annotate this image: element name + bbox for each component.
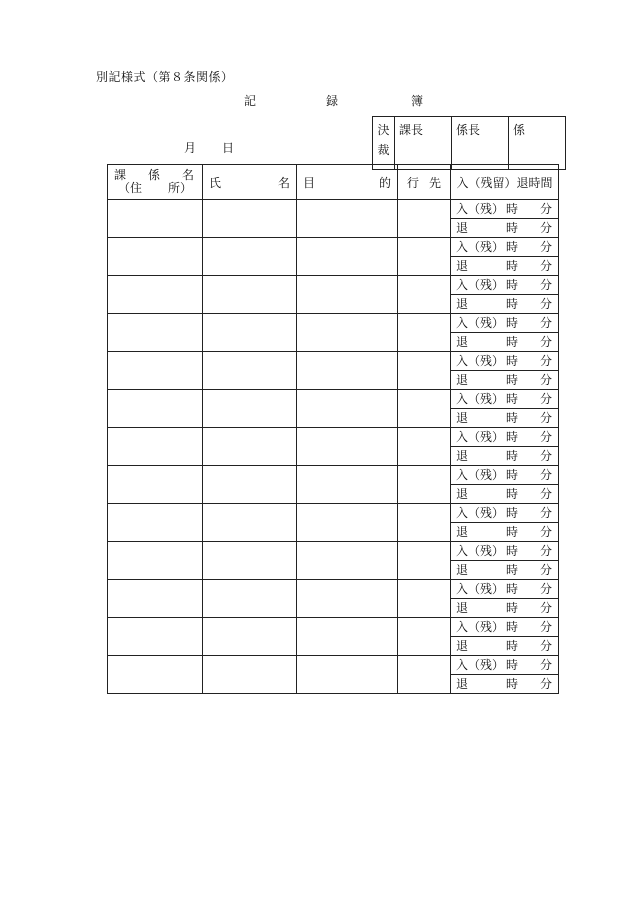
time-in-cell[interactable] — [451, 200, 559, 219]
hour-label: 時 — [505, 240, 518, 254]
time-in-label: 入（残） — [456, 430, 505, 444]
minute-label: 分 — [539, 335, 552, 349]
time-out-cell[interactable] — [451, 295, 559, 314]
minute-label: 分 — [539, 601, 552, 615]
time-out-cell[interactable] — [451, 485, 559, 504]
time-in-label: 入（残） — [456, 240, 505, 254]
header-name — [203, 165, 297, 200]
hour-label: 時 — [505, 335, 518, 349]
record-body — [108, 200, 559, 694]
name-cell[interactable] — [203, 618, 297, 656]
destination-cell[interactable] — [398, 428, 451, 466]
time-in-label: 入（残） — [456, 354, 505, 368]
hour-label: 時 — [505, 582, 518, 596]
minute-label: 分 — [539, 506, 552, 520]
time-out-cell[interactable] — [451, 637, 559, 656]
hour-label: 時 — [505, 639, 518, 653]
purpose-cell[interactable] — [297, 618, 398, 656]
time-out-label: 退 — [456, 563, 469, 577]
hour-label: 時 — [505, 392, 518, 406]
time-in-cell[interactable] — [451, 580, 559, 599]
dept-address-cell[interactable] — [108, 390, 203, 428]
time-out-cell[interactable] — [451, 219, 559, 238]
hour-label: 時 — [505, 601, 518, 615]
header-destination-1: 行 — [407, 175, 420, 190]
time-out-cell[interactable] — [451, 599, 559, 618]
time-out-label: 退 — [456, 525, 469, 539]
time-in-cell[interactable] — [451, 238, 559, 257]
minute-label: 分 — [539, 582, 552, 596]
header-purpose — [297, 165, 398, 200]
time-out-label: 退 — [456, 449, 469, 463]
minute-label: 分 — [539, 354, 552, 368]
record-row — [108, 238, 559, 257]
purpose-cell[interactable] — [297, 466, 398, 504]
time-out-label: 退 — [456, 639, 469, 653]
minute-label: 分 — [539, 620, 552, 634]
minute-label: 分 — [539, 297, 552, 311]
time-in-cell[interactable] — [451, 504, 559, 523]
minute-label: 分 — [539, 278, 552, 292]
hour-label: 時 — [505, 278, 518, 292]
dept-address-cell[interactable] — [108, 238, 203, 276]
name-cell[interactable] — [203, 542, 297, 580]
dept-address-cell[interactable] — [108, 504, 203, 542]
header-address-open: （住 — [118, 181, 143, 195]
destination-cell[interactable] — [398, 238, 451, 276]
purpose-cell[interactable] — [297, 504, 398, 542]
name-cell[interactable] — [203, 314, 297, 352]
time-in-label: 入（残） — [456, 392, 505, 406]
time-out-label: 退 — [456, 297, 469, 311]
header-dept — [108, 165, 203, 200]
header-row — [108, 165, 559, 200]
minute-label: 分 — [539, 411, 552, 425]
purpose-cell[interactable] — [297, 200, 398, 238]
time-in-cell[interactable] — [451, 428, 559, 447]
name-cell[interactable] — [203, 276, 297, 314]
hour-label: 時 — [505, 221, 518, 235]
destination-cell[interactable] — [398, 200, 451, 238]
time-in-cell[interactable] — [451, 542, 559, 561]
record-row — [108, 276, 559, 295]
minute-label: 分 — [539, 259, 552, 273]
destination-cell[interactable] — [398, 352, 451, 390]
time-in-cell[interactable] — [451, 276, 559, 295]
destination-cell[interactable] — [398, 390, 451, 428]
header-destination — [398, 165, 451, 200]
header-name-1: 氏 — [209, 175, 222, 190]
purpose-cell[interactable] — [297, 656, 398, 694]
time-in-label: 入（残） — [456, 582, 505, 596]
minute-label: 分 — [539, 677, 552, 691]
purpose-cell[interactable] — [297, 542, 398, 580]
destination-cell[interactable] — [398, 276, 451, 314]
name-cell[interactable] — [203, 580, 297, 618]
time-out-label: 退 — [456, 373, 469, 387]
dept-address-cell[interactable] — [108, 314, 203, 352]
time-out-cell[interactable] — [451, 371, 559, 390]
header-dept-3: 名 — [181, 168, 194, 182]
time-out-cell[interactable] — [451, 447, 559, 466]
title-char: 録 — [326, 94, 339, 108]
destination-cell[interactable] — [398, 504, 451, 542]
purpose-cell[interactable] — [297, 238, 398, 276]
hour-label: 時 — [505, 430, 518, 444]
dept-address-cell[interactable] — [108, 428, 203, 466]
purpose-cell[interactable] — [297, 276, 398, 314]
time-in-label: 入（残） — [456, 316, 505, 330]
time-in-cell[interactable] — [451, 390, 559, 409]
dept-address-cell[interactable] — [108, 618, 203, 656]
time-out-label: 退 — [456, 335, 469, 349]
time-out-cell[interactable] — [451, 675, 559, 694]
destination-cell[interactable] — [398, 314, 451, 352]
time-in-label: 入（残） — [456, 544, 505, 558]
time-in-label: 入（残） — [456, 506, 505, 520]
time-in-label: 入（残） — [456, 278, 505, 292]
purpose-cell[interactable] — [297, 428, 398, 466]
form-note: 別記様式（第８条関係） — [96, 70, 234, 84]
dept-address-cell[interactable] — [108, 200, 203, 238]
hour-label: 時 — [505, 525, 518, 539]
minute-label: 分 — [539, 202, 552, 216]
record-row — [108, 314, 559, 333]
destination-cell[interactable] — [398, 618, 451, 656]
time-in-cell[interactable] — [451, 656, 559, 675]
time-out-cell[interactable] — [451, 561, 559, 580]
hour-label: 時 — [505, 411, 518, 425]
record-row — [108, 466, 559, 485]
hour-label: 時 — [505, 316, 518, 330]
time-in-label: 入（残） — [456, 468, 505, 482]
hour-label: 時 — [505, 620, 518, 634]
minute-label: 分 — [539, 221, 552, 235]
purpose-cell[interactable] — [297, 580, 398, 618]
header-dept-2: 係 — [147, 168, 160, 182]
approval-staff[interactable]: 係 — [509, 117, 566, 170]
time-in-cell[interactable] — [451, 618, 559, 637]
header-destination-2: 先 — [428, 175, 441, 190]
time-out-label: 退 — [456, 221, 469, 235]
header-name-2: 名 — [277, 175, 290, 190]
minute-label: 分 — [539, 487, 552, 501]
minute-label: 分 — [539, 639, 552, 653]
time-in-cell[interactable] — [451, 352, 559, 371]
time-in-label: 入（残） — [456, 620, 505, 634]
approval-section-chief[interactable]: 課長 — [395, 117, 452, 170]
purpose-cell[interactable] — [297, 314, 398, 352]
hour-label: 時 — [505, 373, 518, 387]
time-out-label: 退 — [456, 487, 469, 501]
dept-address-cell[interactable] — [108, 656, 203, 694]
time-out-label: 退 — [456, 259, 469, 273]
title-char: 簿 — [411, 94, 424, 108]
name-cell[interactable] — [203, 200, 297, 238]
dept-address-cell[interactable] — [108, 276, 203, 314]
approval-subsection-chief[interactable]: 係長 — [452, 117, 509, 170]
name-cell[interactable] — [203, 238, 297, 276]
date-day-label: 日 — [222, 141, 235, 155]
record-row — [108, 200, 559, 219]
destination-cell[interactable] — [398, 466, 451, 504]
hour-label: 時 — [505, 468, 518, 482]
hour-label: 時 — [505, 563, 518, 577]
title-char: 記 — [244, 94, 257, 108]
name-cell[interactable] — [203, 656, 297, 694]
record-row — [108, 428, 559, 447]
record-row — [108, 352, 559, 371]
record-row — [108, 390, 559, 409]
hour-label: 時 — [505, 202, 518, 216]
minute-label: 分 — [539, 373, 552, 387]
name-cell[interactable] — [203, 466, 297, 504]
approval-kessai-1: 決 — [377, 123, 390, 137]
time-out-cell[interactable] — [451, 333, 559, 352]
time-in-cell[interactable] — [451, 466, 559, 485]
dept-address-cell[interactable] — [108, 466, 203, 504]
minute-label: 分 — [539, 430, 552, 444]
hour-label: 時 — [505, 658, 518, 672]
date-month-label: 月 — [184, 141, 197, 155]
dept-address-cell[interactable] — [108, 352, 203, 390]
record-row — [108, 580, 559, 599]
destination-cell[interactable] — [398, 656, 451, 694]
minute-label: 分 — [539, 240, 552, 254]
minute-label: 分 — [539, 392, 552, 406]
minute-label: 分 — [539, 468, 552, 482]
name-cell[interactable] — [203, 504, 297, 542]
hour-label: 時 — [505, 297, 518, 311]
hour-label: 時 — [505, 677, 518, 691]
minute-label: 分 — [539, 316, 552, 330]
minute-label: 分 — [539, 525, 552, 539]
approval-box — [372, 116, 566, 170]
dept-address-cell[interactable] — [108, 580, 203, 618]
hour-label: 時 — [505, 544, 518, 558]
header-time: 入（残留）退時間 — [451, 165, 559, 200]
destination-cell[interactable] — [398, 542, 451, 580]
time-out-cell[interactable] — [451, 409, 559, 428]
record-row — [108, 542, 559, 561]
time-out-label: 退 — [456, 411, 469, 425]
destination-cell[interactable] — [398, 580, 451, 618]
approval-kessai — [373, 117, 395, 170]
time-in-cell[interactable] — [451, 314, 559, 333]
time-in-label: 入（残） — [456, 202, 505, 216]
minute-label: 分 — [539, 658, 552, 672]
time-in-label: 入（残） — [456, 658, 505, 672]
hour-label: 時 — [505, 449, 518, 463]
header-purpose-1: 目 — [303, 175, 316, 190]
header-dept-1: 課 — [114, 168, 127, 182]
header-purpose-2: 的 — [378, 175, 391, 190]
name-cell[interactable] — [203, 390, 297, 428]
minute-label: 分 — [539, 544, 552, 558]
name-cell[interactable] — [203, 352, 297, 390]
purpose-cell[interactable] — [297, 390, 398, 428]
time-out-label: 退 — [456, 601, 469, 615]
record-row — [108, 618, 559, 637]
hour-label: 時 — [505, 506, 518, 520]
hour-label: 時 — [505, 259, 518, 273]
dept-address-cell[interactable] — [108, 542, 203, 580]
hour-label: 時 — [505, 487, 518, 501]
hour-label: 時 — [505, 354, 518, 368]
approval-kessai-2: 裁 — [377, 143, 390, 157]
time-out-cell[interactable] — [451, 523, 559, 542]
record-row — [108, 504, 559, 523]
purpose-cell[interactable] — [297, 352, 398, 390]
header-address-close: 所） — [167, 181, 192, 195]
minute-label: 分 — [539, 449, 552, 463]
record-row — [108, 656, 559, 675]
time-out-label: 退 — [456, 677, 469, 691]
name-cell[interactable] — [203, 428, 297, 466]
minute-label: 分 — [539, 563, 552, 577]
time-out-cell[interactable] — [451, 257, 559, 276]
record-table — [107, 164, 559, 694]
